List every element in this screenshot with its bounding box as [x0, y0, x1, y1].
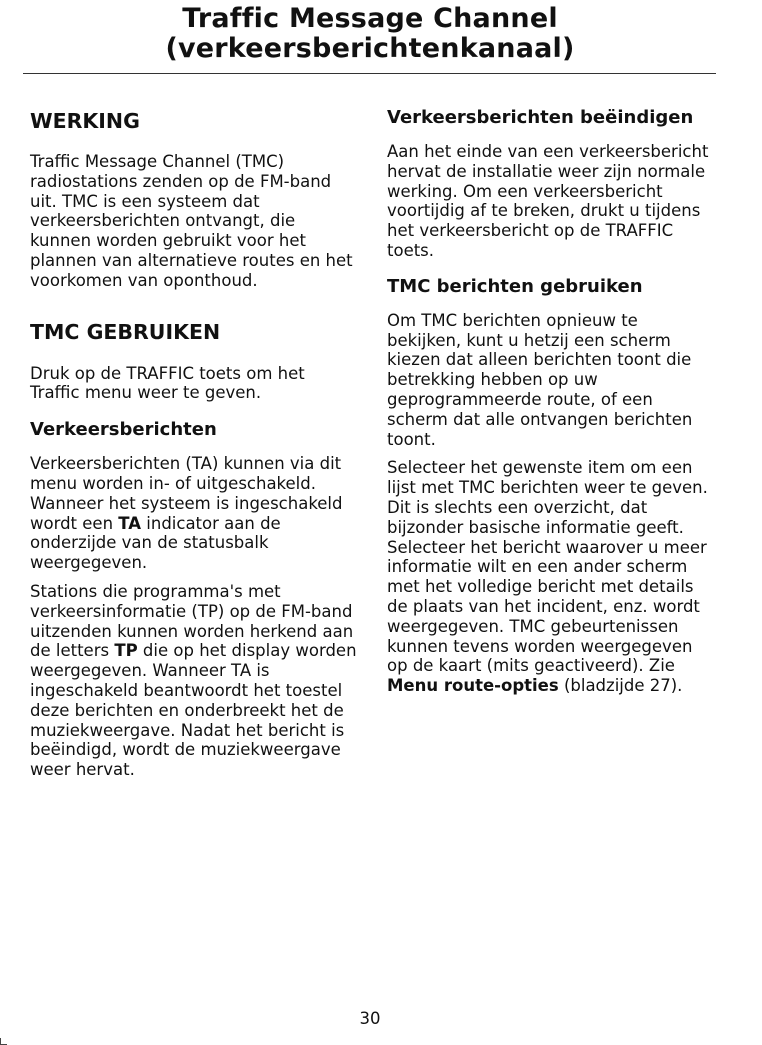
tmc-gebruiken-heading: TMC GEBRUIKEN	[30, 319, 221, 344]
berichten-gebruiken-heading: TMC berichten gebruiken	[387, 275, 643, 297]
berichten-gebruiken-paragraph-2	[387, 458, 715, 696]
stations-text-start: Stations die programma's met verkeersinformatie (TP) op de FM-band uitzenden kunnen worden herkend aan de letters	[30, 581, 354, 661]
beeindigen-heading: Verkeersberichten beëindigen	[387, 107, 694, 128]
verkeersberichten-paragraph	[30, 454, 358, 573]
right-column	[387, 108, 715, 696]
berichten-gebruiken-paragraph-1: Om TMC berichten opnieuw te bekijken, kunt u hetzij een scherm kiezen dat alleen berichten toont die betrekking hebben op uw geprogrammeerde route, of een scherm dat alle ontvangen berichten toont.	[387, 310, 693, 449]
werking-paragraph: Traffic Message Channel (TMC) radiostations zenden op de FM-band uit. TMC is een systeem dat verkeersberichten ontvangt, die kunnen worden gebruikt voor het plannen van alternatieve routes en het voorkomen van oponthoud.	[30, 152, 353, 290]
page-number: 30	[359, 1009, 381, 1028]
crop-mark	[0, 1038, 7, 1045]
page-title-line-1: Traffic Message Channel	[182, 3, 558, 34]
selecteer-text-start: Selecteer het gewenste item om een lijst met TMC berichten weer te geven. Dit is slechts een overzicht, dat bijzonder basische informatie geeft. Selecteer het bericht waarover u meer informatie wilt en een ander scherm met het volledige bericht met details de plaats van het incident, enz. wordt weergegeven. TMC gebeurtenissen kunnen tevens worden weergegeven op de kaart (mits geactiveerd). Zie	[387, 458, 708, 676]
stations-paragraph	[30, 582, 358, 780]
beeindigen-paragraph: Aan het einde van een verkeersbericht hervat de installatie weer zijn normale werking. Om een verkeersbericht voortijdig af te breken, drukt u tijdens het verkeersbericht op de TRAFFIC toets.	[387, 142, 709, 260]
page-title	[0, 4, 740, 64]
title-divider	[23, 73, 716, 74]
tp-letters-label: TP	[114, 641, 138, 661]
page-title-line-2: (verkeersberichtenkanaal)	[165, 33, 575, 64]
ta-indicator-label: TA	[118, 513, 142, 533]
verkeersberichten-heading: Verkeersberichten	[30, 419, 217, 441]
verkeersberichten-text-start: Verkeersberichten (TA) kunnen via dit menu worden in- of uitgeschakeld. Wanneer het systeem is ingeschakeld wordt een	[30, 454, 343, 533]
werking-heading: WERKING	[30, 109, 140, 133]
stations-text-end: die op het display worden weergegeven. Wanneer TA is ingeschakeld beantwoordt het toestel deze berichten en onderbreekt het de muziekweergave. Nadat het bericht is beëindigd, wordt de muziekweergave weer hervat.	[30, 641, 357, 780]
menu-route-opties-reference: Menu route-opties	[387, 676, 559, 696]
verkeersberichten-text-end: indicator aan de onderzijde van de statusbalk weergegeven.	[30, 513, 281, 573]
tmc-gebruiken-paragraph: Druk op de TRAFFIC toets om het Traffic menu weer te geven.	[30, 363, 305, 403]
left-column	[30, 108, 358, 780]
page-reference: (bladzijde 27).	[558, 676, 683, 696]
